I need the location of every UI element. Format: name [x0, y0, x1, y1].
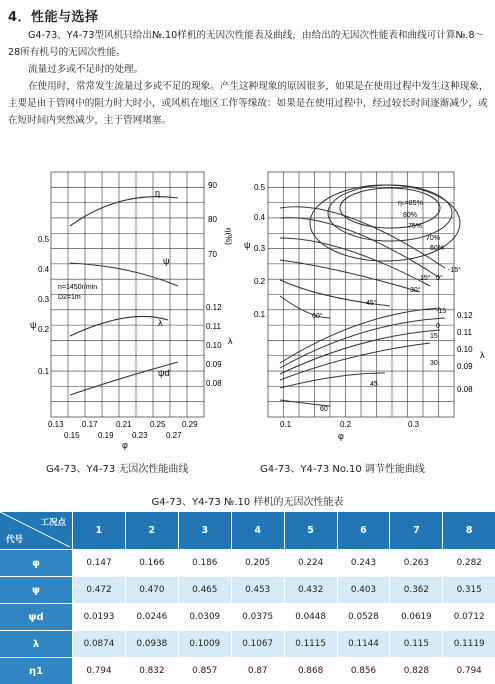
table-cell: 0.794: [443, 658, 495, 684]
pct-75-label: 75%: [408, 223, 422, 230]
r-phi-axis-title: φ: [338, 431, 344, 441]
corner-bottom-label: 代号: [6, 533, 23, 545]
pct-70-label: 70%: [426, 235, 440, 242]
paragraph-3: 在使用时，常常发生流量过多或不足的现象。产生这种现象的原因很多，如果是在使用过程中发生这种现象，主要是由于管网中的阻力时大时小，或风机在地区工作等缘故：如果是在使用过程中，经过较长时间逐渐减少，或在短时间内突然减少，主于管网堵塞。: [8, 78, 490, 129]
col-header: 8: [443, 512, 495, 550]
row-header: ψ: [0, 577, 73, 604]
angle-upper-0: 0°: [436, 274, 443, 282]
table-cell: 0.1144: [337, 631, 390, 658]
col-header: 4: [231, 512, 284, 550]
angle-upper-30: 30°: [410, 286, 421, 294]
r-psi-tick-4: 0.2: [254, 277, 266, 286]
r-phi-tick-2: 0.2: [340, 420, 352, 429]
col-header: 3: [178, 512, 231, 550]
r-psi-tick-2: 0.4: [254, 213, 266, 222]
table-cell: 0.832: [125, 658, 178, 684]
angle-upper-m15: -15°: [448, 266, 461, 274]
table-cell: 0.856: [337, 658, 390, 684]
lambda-tick-3: 0.08: [206, 379, 222, 388]
pct-60-label: 60%: [430, 245, 444, 252]
table-cell: 0.0712: [443, 604, 495, 631]
paragraph-1: G4-73、Y4-73型风机只给出№.10样机的无因次性能表及曲线，由给出的无因次性能表和曲线可计算№.8～28所有机号的无因次性能。: [8, 27, 490, 61]
table-cell: 0.0528: [337, 604, 390, 631]
angle-lower-m15: -15: [436, 308, 446, 315]
r-phi-tick-3: 0.3: [408, 420, 420, 429]
table-row: [0, 604, 495, 631]
psi-tick-4: 0.2: [38, 325, 50, 334]
lambda-tick-1: 0.10: [206, 341, 222, 350]
table-row: [0, 550, 495, 577]
x-tick-top-4: 0.25: [150, 420, 166, 429]
lambda-tick-top-2: 0.11: [206, 322, 222, 331]
left-performance-chart: [0, 168, 240, 458]
diameter-annotation: D2=1m: [58, 294, 81, 301]
x-tick-bottom-3: 0.23: [132, 431, 148, 440]
eta-tick-1: 90: [208, 181, 217, 190]
table-cell: 0.1115: [284, 631, 337, 658]
col-header: 5: [284, 512, 337, 550]
lambda-curve-label: λ: [158, 318, 163, 328]
table-cell: 0.0309: [178, 604, 231, 631]
r-lambda-tick-2: 0.11: [457, 328, 473, 337]
angle-lower-45: 45: [370, 381, 378, 388]
table-cell: 0.432: [284, 577, 337, 604]
table-cell: 0.166: [125, 550, 178, 577]
eta-max-label: ηₕ=85%: [398, 200, 423, 207]
x-tick-top-3: 0.21: [116, 420, 132, 429]
r-lambda-tick-1: 0.12: [457, 311, 473, 320]
table-cell: 0.243: [337, 550, 390, 577]
row-header: λ: [0, 631, 73, 658]
psi-tick-1: 0.5: [38, 235, 50, 244]
table-cell: 0.1009: [178, 631, 231, 658]
table-cell: 0.147: [73, 550, 126, 577]
lambda-axis-title: λ: [228, 336, 233, 346]
table-cell: 0.857: [178, 658, 231, 684]
r-phi-tick-1: 0.1: [280, 420, 292, 429]
table-header-row: [0, 512, 495, 550]
table-cell: 0.0938: [125, 631, 178, 658]
table-corner-cell: [0, 512, 73, 550]
table-cell: 0.0375: [231, 604, 284, 631]
performance-table: [0, 512, 495, 684]
table-cell: 0.472: [73, 577, 126, 604]
table-cell: 0.403: [337, 577, 390, 604]
table-cell: 0.362: [390, 577, 443, 604]
row-header: φ: [0, 550, 73, 577]
angle-upper-45: 45°: [366, 299, 377, 307]
r-psi-tick-1: 0.5: [254, 183, 266, 192]
table-cell: 0.0193: [73, 604, 126, 631]
table-cell: 0.1119: [443, 631, 495, 658]
eta-axis-title: η(%): [224, 228, 233, 245]
right-regulation-chart: [240, 168, 495, 458]
table-title: G4-73、Y4-73 №.10 样机的无因次性能表: [0, 493, 495, 508]
lambda-tick-top-1: 0.12: [206, 303, 222, 312]
speed-annotation: n=1450r/min: [58, 284, 97, 291]
table-cell: 0.794: [73, 658, 126, 684]
row-header: ψd: [0, 604, 73, 631]
table-cell: 0.868: [284, 658, 337, 684]
table-cell: 0.87: [231, 658, 284, 684]
table-cell: 0.828: [390, 658, 443, 684]
table-cell: 0.1067: [231, 631, 284, 658]
psi-tick-2: 0.4: [38, 265, 50, 274]
eta-curve-label: η: [155, 188, 160, 198]
psi-tick-5: 0.1: [38, 367, 50, 376]
table-cell: 0.263: [390, 550, 443, 577]
table-cell: 0.115: [390, 631, 443, 658]
table-cell: 0.0874: [73, 631, 126, 658]
r-lambda-tick-5: 0.08: [457, 385, 473, 394]
psi-curve-label: ψ: [163, 256, 169, 266]
table-cell: 0.315: [443, 577, 495, 604]
r-psi-axis-title: ψ: [244, 240, 250, 250]
table-cell: 0.465: [178, 577, 231, 604]
x-tick-top-2: 0.17: [82, 420, 98, 429]
psi-tick-3: 0.3: [38, 295, 50, 304]
table-row: [0, 658, 495, 684]
r-lambda-axis-title: λ: [480, 350, 485, 360]
col-header: 1: [73, 512, 126, 550]
table-cell: 0.205: [231, 550, 284, 577]
table-cell: 0.0448: [284, 604, 337, 631]
lambda-tick-2: 0.09: [206, 360, 222, 369]
table-cell: 0.0246: [125, 604, 178, 631]
x-tick-top-1: 0.13: [48, 420, 64, 429]
angle-upper-15: 15°: [420, 274, 431, 282]
table-row: [0, 577, 495, 604]
table-cell: 0.224: [284, 550, 337, 577]
col-header: 2: [125, 512, 178, 550]
angle-upper-60: 60°: [312, 312, 323, 320]
table-cell: 0.0619: [390, 604, 443, 631]
r-lambda-tick-4: 0.09: [457, 362, 473, 371]
phi-axis-title: φ: [122, 440, 128, 450]
table-cell: 0.470: [125, 577, 178, 604]
psid-curve-label: ψd: [158, 368, 169, 378]
paragraph-2: 流量过多或不足时的处理。: [8, 61, 490, 78]
angle-lower-15: 15: [430, 333, 438, 340]
section-title: 4．性能与选择: [8, 6, 99, 25]
left-chart-caption: G4-73、Y4-73 无因次性能曲线: [46, 460, 188, 475]
eta-tick-2: 80: [208, 215, 217, 224]
x-tick-bottom-1: 0.15: [64, 431, 80, 440]
table-cell: 0.282: [443, 550, 495, 577]
r-lambda-tick-3: 0.10: [457, 345, 473, 354]
col-header: 6: [337, 512, 390, 550]
x-tick-bottom-4: 0.27: [166, 431, 182, 440]
row-header: η1: [0, 658, 73, 684]
table-row: [0, 631, 495, 658]
left-curves: [70, 197, 178, 395]
eta-tick-3: 70: [208, 250, 217, 259]
psi-axis-title: ψ: [30, 320, 36, 330]
pct-80-label: 80%: [403, 212, 417, 219]
x-tick-top-5: 0.29: [182, 420, 198, 429]
x-tick-bottom-2: 0.19: [98, 431, 114, 440]
table-cell: 0.453: [231, 577, 284, 604]
angle-lower-60: 60: [320, 406, 328, 413]
angle-lower-30: 30: [430, 360, 438, 367]
col-header: 7: [390, 512, 443, 550]
corner-top-label: 工况点: [40, 516, 66, 528]
r-psi-tick-5: 0.1: [254, 310, 266, 319]
angle-lower-0: 0: [436, 323, 440, 330]
table-cell: 0.186: [178, 550, 231, 577]
r-psi-tick-3: 0.3: [254, 244, 266, 253]
right-chart-caption: G4-73、Y4-73 No.10 调节性能曲线: [260, 460, 425, 475]
